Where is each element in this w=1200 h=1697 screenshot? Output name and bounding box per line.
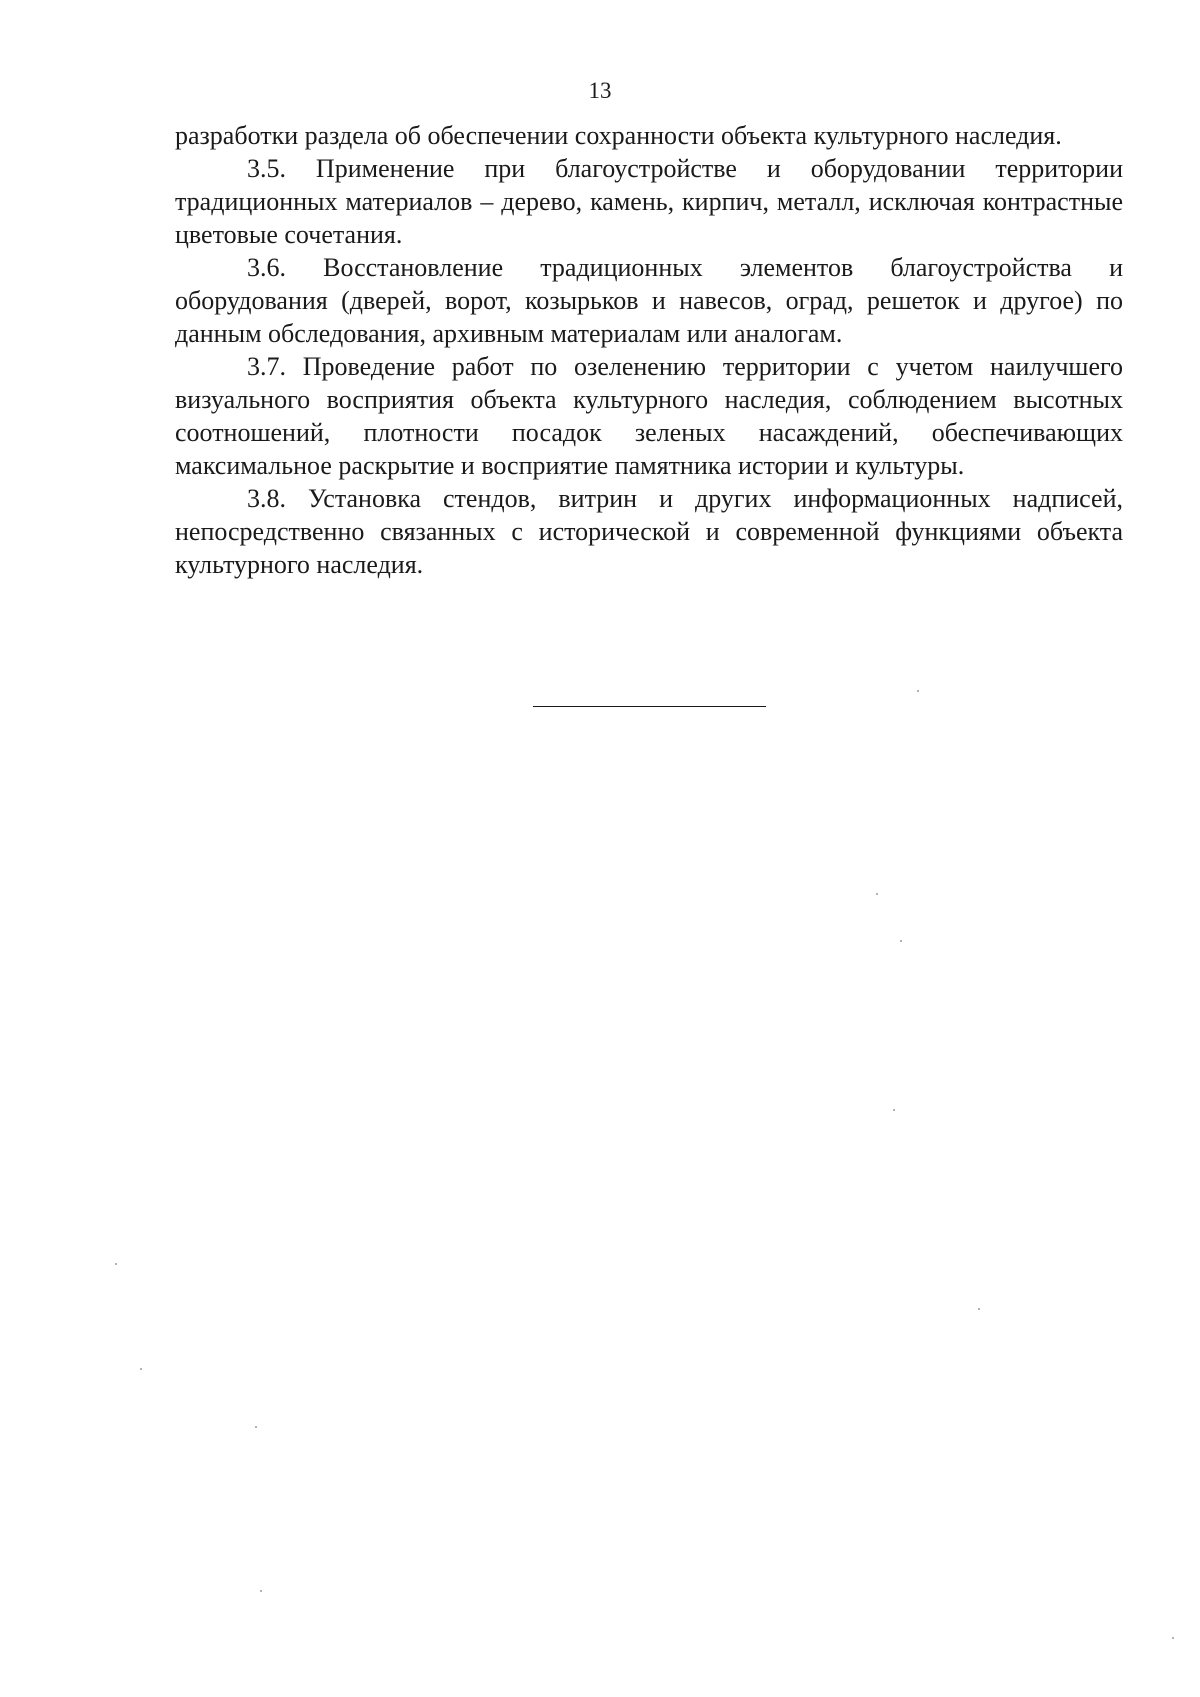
paragraph-continuation: разработки раздела об обеспечении сохранности объекта культурного наследия. [175, 121, 1062, 150]
scan-speck [140, 1368, 142, 1370]
page-number: 13 [588, 78, 612, 103]
scan-speck [978, 1308, 980, 1310]
paragraph-3-7: 3.7. Проведение работ по озеленению территории с учетом наилучшего визуального восприятия объекта культурного наследия, соблюдением высотных соотношений, плотности посадок зеленых насаждений, обеспечивающих максимальное раскрытие и восприятие памятника истории и культуры. [175, 352, 1123, 480]
scan-speck [1172, 1637, 1174, 1639]
scan-speck [900, 940, 902, 942]
paragraph-3-6: 3.6. Восстановление традиционных элементов благоустройства и оборудования (дверей, ворот, козырьков и навесов, оград, решеток и другое) по данным обследования, архивным материалам или аналогам. [175, 253, 1123, 348]
scan-speck [893, 1109, 895, 1111]
scan-speck [115, 1263, 117, 1265]
scan-speck [876, 893, 878, 895]
end-of-text-rule [533, 706, 766, 707]
paragraph-3-5: 3.5. Применение при благоустройстве и оборудовании территории традиционных материалов – дерево, камень, кирпич, металл, исключая контрастные цветовые сочетания. [175, 154, 1123, 249]
scan-speck [917, 690, 919, 692]
paragraph-3-8: 3.8. Установка стендов, витрин и других информационных надписей, непосредственно связанных с исторической и современной функциями объекта культурного наследия. [175, 484, 1123, 579]
scan-speck [260, 1590, 262, 1592]
scan-speck [255, 1426, 257, 1428]
document-body [175, 119, 1123, 581]
